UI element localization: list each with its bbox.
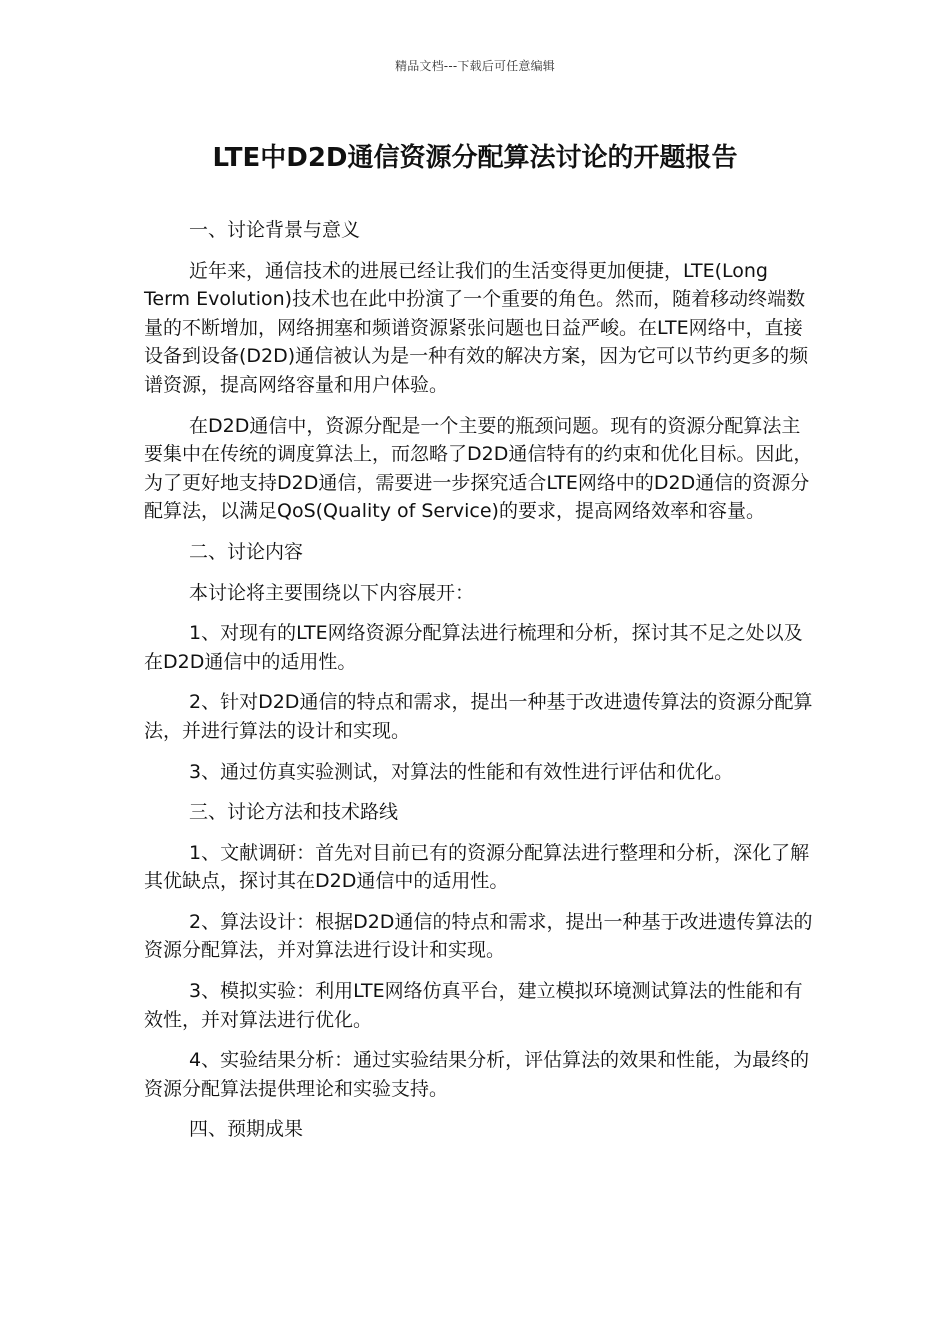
list-item-methods-4: 4、实验结果分析：通过实验结果分析，评估算法的效果和性能，为最终的资源分配算法提供理论和实验支持。 xyxy=(144,1049,810,1100)
document-title: LTE中D2D通信资源分配算法讨论的开题报告 xyxy=(212,143,738,173)
list-item-content-3: 3、通过仿真实验测试，对算法的性能和有效性进行评估和优化。 xyxy=(189,760,734,783)
paragraph-background-1: 近年来，通信技术的进展已经让我们的生活变得更加便捷，LTE(Long Term Evolution)技术也在此中扮演了一个重要的角色。然而，随着移动终端数量的不断增加，网络拥塞和频谱资源紧张问题也日益严峻。在LTE网络中，直接设备到设备(D2D)通信被认为是一种有效的解决方案，因为它可以节约更多的频谱资源，提高网络容量和用户体验。 xyxy=(144,259,809,396)
list-item-content-1: 1、对现有的LTE网络资源分配算法进行梳理和分析，探讨其不足之处以及在D2D通信中的适用性。 xyxy=(144,622,803,673)
section-heading-outcomes: 四、预期成果 xyxy=(189,1118,304,1141)
list-item-content-2: 2、针对D2D通信的特点和需求，提出一种基于改进遗传算法的资源分配算法，并进行算法的设计和实现。 xyxy=(144,691,813,742)
document-body xyxy=(144,216,816,1156)
header-note: 精品文档---下载后可任意编辑 xyxy=(395,59,555,73)
section-heading-background: 一、讨论背景与意义 xyxy=(189,219,361,241)
paragraph-background-2: 在D2D通信中，资源分配是一个主要的瓶颈问题。现有的资源分配算法主要集中在传统的调度算法上，而忽略了D2D通信特有的约束和优化目标。因此，为了更好地支持D2D通信，需要进一步探究适合LTE网络中的D2D通信的资源分配算法，以满足QoS(Quality of Service)的要求，提高网络效率和容量。 xyxy=(144,414,813,523)
section-heading-methods: 三、讨论方法和技术路线 xyxy=(189,801,399,824)
paragraph-content-intro: 本讨论将主要围绕以下内容展开： xyxy=(189,581,475,604)
list-item-methods-2: 2、算法设计：根据D2D通信的特点和需求，提出一种基于改进遗传算法的资源分配算法，并对算法进行设计和实现。 xyxy=(144,910,813,962)
list-item-methods-1: 1、文献调研：首先对目前已有的资源分配算法进行整理和分析，深化了解其优缺点，探讨其在D2D通信中的适用性。 xyxy=(144,841,810,893)
section-heading-content: 二、讨论内容 xyxy=(189,540,304,563)
list-item-methods-3: 3、模拟实验：利用LTE网络仿真平台，建立模拟环境测试算法的性能和有效性，并对算法进行优化。 xyxy=(144,980,803,1031)
